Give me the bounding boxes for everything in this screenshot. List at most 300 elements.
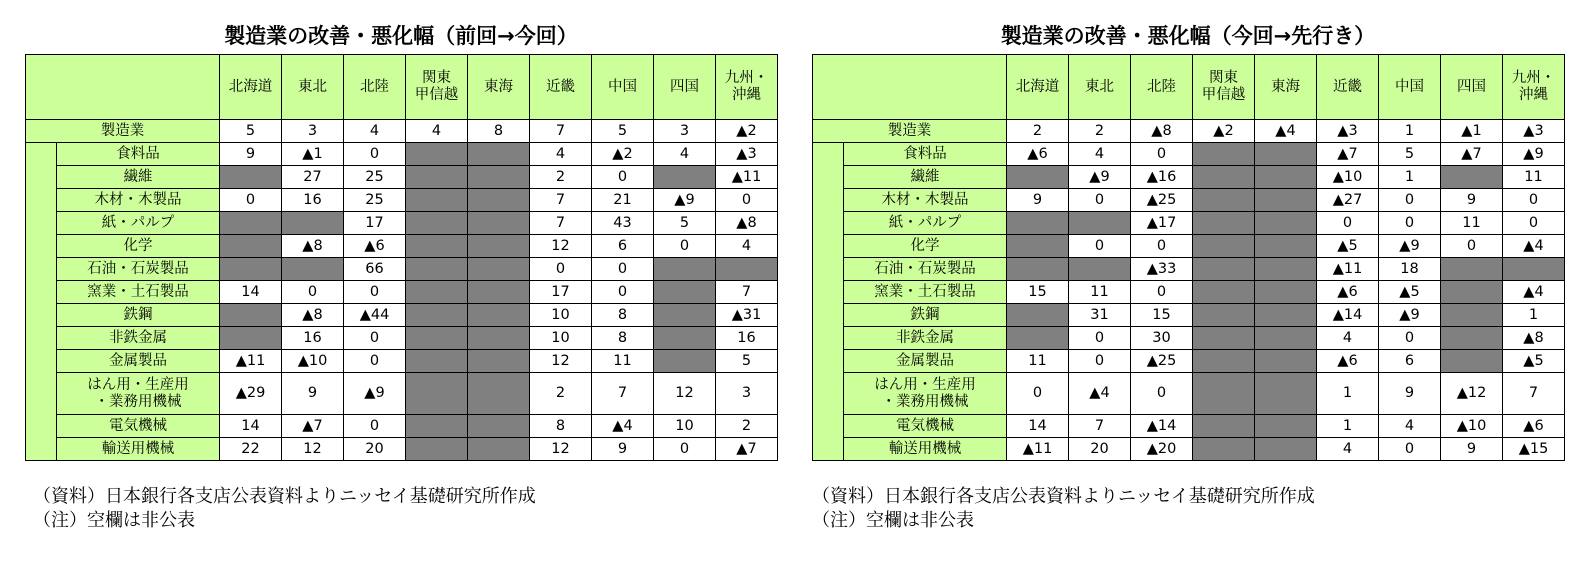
- column-header: 東北: [282, 55, 344, 120]
- undisclosed-cell: [1069, 212, 1131, 235]
- row-label: はん用・生産用 ・業務用機械: [844, 373, 1007, 415]
- value-cell: ▲8: [1503, 327, 1565, 350]
- undisclosed-cell: [1193, 438, 1255, 461]
- undisclosed-cell: [468, 438, 530, 461]
- value-cell: 11: [1503, 166, 1565, 189]
- value-cell: 8: [468, 120, 530, 143]
- value-cell: 0: [1069, 350, 1131, 373]
- undisclosed-cell: [1193, 258, 1255, 281]
- value-cell: ▲3: [1503, 120, 1565, 143]
- table-row: [26, 212, 778, 235]
- notes-left: [33, 485, 536, 533]
- undisclosed-cell: [654, 327, 716, 350]
- header-row: [26, 55, 778, 120]
- data-table: [25, 54, 778, 461]
- value-cell: 16: [282, 327, 344, 350]
- indent-column: [813, 143, 844, 461]
- table-row: [813, 415, 1565, 438]
- undisclosed-cell: [220, 304, 282, 327]
- undisclosed-cell: [220, 166, 282, 189]
- value-cell: ▲11: [716, 166, 778, 189]
- value-cell: 2: [1007, 120, 1069, 143]
- value-cell: 0: [344, 281, 406, 304]
- column-header: 北海道: [1007, 55, 1069, 120]
- value-cell: 4: [530, 143, 592, 166]
- value-cell: 43: [592, 212, 654, 235]
- value-cell: ▲2: [592, 143, 654, 166]
- undisclosed-cell: [1193, 166, 1255, 189]
- value-cell: 18: [1379, 258, 1441, 281]
- value-cell: ▲4: [592, 415, 654, 438]
- value-cell: 0: [654, 438, 716, 461]
- undisclosed-cell: [406, 438, 468, 461]
- value-cell: ▲9: [654, 189, 716, 212]
- column-header: 北陸: [344, 55, 406, 120]
- value-cell: 12: [654, 373, 716, 415]
- row-label: 紙・パルプ: [844, 212, 1007, 235]
- value-cell: 0: [1379, 438, 1441, 461]
- column-header: 四国: [654, 55, 716, 120]
- value-cell: 2: [1069, 120, 1131, 143]
- table-row: [26, 189, 778, 212]
- value-cell: ▲5: [1317, 235, 1379, 258]
- row-label: 非鉄金属: [844, 327, 1007, 350]
- undisclosed-cell: [1007, 258, 1069, 281]
- value-cell: 17: [530, 281, 592, 304]
- value-cell: ▲14: [1131, 415, 1193, 438]
- undisclosed-cell: [1255, 235, 1317, 258]
- undisclosed-cell: [1255, 304, 1317, 327]
- value-cell: 11: [592, 350, 654, 373]
- undisclosed-cell: [1255, 143, 1317, 166]
- notes-right: [812, 485, 1315, 533]
- value-cell: ▲33: [1131, 258, 1193, 281]
- value-cell: ▲14: [1317, 304, 1379, 327]
- undisclosed-cell: [1255, 212, 1317, 235]
- value-cell: ▲5: [1503, 350, 1565, 373]
- value-cell: 0: [344, 327, 406, 350]
- undisclosed-cell: [468, 166, 530, 189]
- table-row: [813, 235, 1565, 258]
- table-row: [813, 327, 1565, 350]
- value-cell: ▲6: [1503, 415, 1565, 438]
- undisclosed-cell: [468, 373, 530, 415]
- value-cell: ▲9: [1503, 143, 1565, 166]
- table-row: [813, 212, 1565, 235]
- value-cell: 9: [1007, 189, 1069, 212]
- undisclosed-cell: [1193, 350, 1255, 373]
- value-cell: 21: [592, 189, 654, 212]
- value-cell: ▲11: [220, 350, 282, 373]
- value-cell: 1: [1317, 373, 1379, 415]
- undisclosed-cell: [468, 189, 530, 212]
- undisclosed-cell: [1255, 415, 1317, 438]
- value-cell: 2: [716, 415, 778, 438]
- value-cell: 5: [220, 120, 282, 143]
- undisclosed-cell: [468, 212, 530, 235]
- value-cell: 6: [592, 235, 654, 258]
- undisclosed-cell: [1193, 212, 1255, 235]
- header-row: [813, 55, 1565, 120]
- table-row: [26, 350, 778, 373]
- undisclosed-cell: [1193, 189, 1255, 212]
- value-cell: 0: [1317, 212, 1379, 235]
- value-cell: 12: [530, 438, 592, 461]
- row-label: はん用・生産用 ・業務用機械: [57, 373, 220, 415]
- value-cell: 0: [1007, 373, 1069, 415]
- undisclosed-cell: [1193, 415, 1255, 438]
- value-cell: ▲9: [344, 373, 406, 415]
- column-header: 近畿: [1317, 55, 1379, 120]
- table-row: [26, 258, 778, 281]
- row-label: 電気機械: [844, 415, 1007, 438]
- value-cell: 0: [1069, 327, 1131, 350]
- undisclosed-cell: [654, 166, 716, 189]
- table-row: [813, 143, 1565, 166]
- value-cell: 0: [1503, 212, 1565, 235]
- undisclosed-cell: [406, 166, 468, 189]
- value-cell: ▲9: [1379, 235, 1441, 258]
- row-label: 繊維: [57, 166, 220, 189]
- row-label: 金属製品: [844, 350, 1007, 373]
- value-cell: ▲8: [716, 212, 778, 235]
- row-label: 窯業・土石製品: [844, 281, 1007, 304]
- value-cell: 1: [1317, 415, 1379, 438]
- table-row: [813, 350, 1565, 373]
- value-cell: 5: [716, 350, 778, 373]
- source-note: （資料）日本銀行各支店公表資料よりニッセイ基礎研究所作成: [33, 486, 536, 507]
- undisclosed-cell: [654, 281, 716, 304]
- value-cell: ▲8: [1131, 120, 1193, 143]
- value-cell: ▲11: [1317, 258, 1379, 281]
- table-row: [813, 189, 1565, 212]
- row-label: 鉄鋼: [844, 304, 1007, 327]
- value-cell: ▲29: [220, 373, 282, 415]
- column-header: 東海: [1255, 55, 1317, 120]
- value-cell: 1: [1503, 304, 1565, 327]
- undisclosed-cell: [282, 212, 344, 235]
- undisclosed-cell: [1069, 258, 1131, 281]
- value-cell: 66: [344, 258, 406, 281]
- header-corner: [813, 55, 1007, 120]
- undisclosed-cell: [1255, 327, 1317, 350]
- undisclosed-cell: [1255, 438, 1317, 461]
- value-cell: 0: [592, 281, 654, 304]
- undisclosed-cell: [1255, 281, 1317, 304]
- value-cell: 0: [344, 350, 406, 373]
- value-cell: 25: [344, 166, 406, 189]
- table-row: [26, 143, 778, 166]
- value-cell: 14: [220, 281, 282, 304]
- column-header: 九州・ 沖縄: [716, 55, 778, 120]
- value-cell: 12: [530, 235, 592, 258]
- undisclosed-cell: [406, 281, 468, 304]
- value-cell: ▲15: [1503, 438, 1565, 461]
- table-row: [26, 120, 778, 143]
- value-cell: ▲2: [716, 120, 778, 143]
- table-row: [813, 258, 1565, 281]
- value-cell: 30: [1131, 327, 1193, 350]
- value-cell: 3: [654, 120, 716, 143]
- undisclosed-cell: [1193, 281, 1255, 304]
- undisclosed-cell: [1255, 258, 1317, 281]
- header-corner: [26, 55, 220, 120]
- value-cell: ▲10: [1441, 415, 1503, 438]
- row-label: 木材・木製品: [844, 189, 1007, 212]
- value-cell: 6: [1379, 350, 1441, 373]
- value-cell: 3: [716, 373, 778, 415]
- undisclosed-cell: [468, 350, 530, 373]
- undisclosed-cell: [1255, 350, 1317, 373]
- value-cell: 7: [592, 373, 654, 415]
- column-header: 九州・ 沖縄: [1503, 55, 1565, 120]
- value-cell: ▲6: [1317, 350, 1379, 373]
- undisclosed-cell: [1441, 258, 1503, 281]
- value-cell: 0: [530, 258, 592, 281]
- table-row: [813, 120, 1565, 143]
- value-cell: ▲7: [1441, 143, 1503, 166]
- value-cell: 7: [1503, 373, 1565, 415]
- row-label: 化学: [57, 235, 220, 258]
- value-cell: ▲3: [1317, 120, 1379, 143]
- undisclosed-cell: [1193, 235, 1255, 258]
- column-header: 中国: [592, 55, 654, 120]
- undisclosed-cell: [406, 235, 468, 258]
- table-row: [26, 415, 778, 438]
- undisclosed-cell: [1441, 350, 1503, 373]
- value-cell: ▲31: [716, 304, 778, 327]
- undisclosed-cell: [1441, 166, 1503, 189]
- value-cell: 12: [530, 350, 592, 373]
- value-cell: 7: [530, 120, 592, 143]
- undisclosed-cell: [654, 304, 716, 327]
- column-header: 北海道: [220, 55, 282, 120]
- value-cell: 4: [406, 120, 468, 143]
- value-cell: 4: [654, 143, 716, 166]
- value-cell: ▲2: [1193, 120, 1255, 143]
- value-cell: 0: [716, 189, 778, 212]
- value-cell: 17: [344, 212, 406, 235]
- undisclosed-cell: [406, 212, 468, 235]
- value-cell: 16: [282, 189, 344, 212]
- value-cell: ▲27: [1317, 189, 1379, 212]
- row-label: 食料品: [844, 143, 1007, 166]
- value-cell: ▲6: [344, 235, 406, 258]
- value-cell: ▲12: [1441, 373, 1503, 415]
- undisclosed-cell: [468, 143, 530, 166]
- column-header: 東北: [1069, 55, 1131, 120]
- undisclosed-cell: [220, 235, 282, 258]
- undisclosed-cell: [1007, 304, 1069, 327]
- row-label: 木材・木製品: [57, 189, 220, 212]
- value-cell: ▲4: [1503, 235, 1565, 258]
- value-cell: 5: [592, 120, 654, 143]
- undisclosed-cell: [1441, 281, 1503, 304]
- value-cell: 0: [1069, 189, 1131, 212]
- value-cell: 0: [654, 235, 716, 258]
- table-row: [26, 373, 778, 415]
- value-cell: 25: [344, 189, 406, 212]
- value-cell: 31: [1069, 304, 1131, 327]
- undisclosed-cell: [406, 258, 468, 281]
- row-label: 電気機械: [57, 415, 220, 438]
- value-cell: 20: [1069, 438, 1131, 461]
- column-header: 中国: [1379, 55, 1441, 120]
- undisclosed-cell: [468, 235, 530, 258]
- value-cell: 9: [592, 438, 654, 461]
- value-cell: 4: [1379, 415, 1441, 438]
- value-cell: 0: [1131, 143, 1193, 166]
- data-table: [812, 54, 1565, 461]
- row-label: 輸送用機械: [57, 438, 220, 461]
- value-cell: ▲8: [282, 304, 344, 327]
- value-cell: ▲10: [1317, 166, 1379, 189]
- value-cell: ▲4: [1069, 373, 1131, 415]
- value-cell: ▲3: [716, 143, 778, 166]
- undisclosed-cell: [1007, 166, 1069, 189]
- undisclosed-cell: [406, 189, 468, 212]
- undisclosed-cell: [1007, 235, 1069, 258]
- value-cell: 20: [344, 438, 406, 461]
- undisclosed-cell: [468, 415, 530, 438]
- value-cell: ▲4: [1503, 281, 1565, 304]
- blank-note: （注）空欄は非公表: [812, 510, 974, 531]
- row-label: 繊維: [844, 166, 1007, 189]
- table-row: [813, 373, 1565, 415]
- value-cell: 10: [530, 327, 592, 350]
- value-cell: 0: [1379, 189, 1441, 212]
- value-cell: 0: [220, 189, 282, 212]
- table-row: [26, 304, 778, 327]
- undisclosed-cell: [1193, 304, 1255, 327]
- value-cell: 0: [1131, 281, 1193, 304]
- value-cell: ▲5: [1379, 281, 1441, 304]
- table-row: [26, 438, 778, 461]
- value-cell: 4: [1317, 327, 1379, 350]
- value-cell: 0: [1131, 235, 1193, 258]
- column-header: 東海: [468, 55, 530, 120]
- row-label: 金属製品: [57, 350, 220, 373]
- undisclosed-cell: [406, 415, 468, 438]
- undisclosed-cell: [406, 373, 468, 415]
- table-row: [26, 327, 778, 350]
- value-cell: 15: [1007, 281, 1069, 304]
- indent-column: [26, 143, 57, 461]
- undisclosed-cell: [716, 258, 778, 281]
- value-cell: ▲9: [1069, 166, 1131, 189]
- value-cell: ▲10: [282, 350, 344, 373]
- value-cell: ▲17: [1131, 212, 1193, 235]
- value-cell: 4: [716, 235, 778, 258]
- value-cell: ▲25: [1131, 350, 1193, 373]
- value-cell: 7: [1069, 415, 1131, 438]
- column-header: 北陸: [1131, 55, 1193, 120]
- row-label: 紙・パルプ: [57, 212, 220, 235]
- table-row: [26, 235, 778, 258]
- value-cell: 11: [1069, 281, 1131, 304]
- value-cell: 0: [1131, 373, 1193, 415]
- undisclosed-cell: [1007, 212, 1069, 235]
- undisclosed-cell: [1255, 373, 1317, 415]
- value-cell: ▲6: [1007, 143, 1069, 166]
- value-cell: 27: [282, 166, 344, 189]
- table-row: [26, 166, 778, 189]
- value-cell: ▲7: [282, 415, 344, 438]
- value-cell: ▲16: [1131, 166, 1193, 189]
- value-cell: ▲9: [1379, 304, 1441, 327]
- table-row: [813, 281, 1565, 304]
- blank-note: （注）空欄は非公表: [33, 510, 195, 531]
- table-title: 製造業の改善・悪化幅（今回→先行き）: [1000, 24, 1376, 48]
- undisclosed-cell: [1193, 373, 1255, 415]
- undisclosed-cell: [654, 258, 716, 281]
- row-label: 輸送用機械: [844, 438, 1007, 461]
- undisclosed-cell: [1193, 327, 1255, 350]
- row-label: 鉄鋼: [57, 304, 220, 327]
- value-cell: 9: [1379, 373, 1441, 415]
- undisclosed-cell: [406, 350, 468, 373]
- source-note: （資料）日本銀行各支店公表資料よりニッセイ基礎研究所作成: [812, 486, 1315, 507]
- undisclosed-cell: [1503, 258, 1565, 281]
- value-cell: 5: [654, 212, 716, 235]
- undisclosed-cell: [220, 258, 282, 281]
- row-label: 食料品: [57, 143, 220, 166]
- undisclosed-cell: [1193, 143, 1255, 166]
- value-cell: 11: [1441, 212, 1503, 235]
- value-cell: 9: [282, 373, 344, 415]
- value-cell: 7: [716, 281, 778, 304]
- undisclosed-cell: [220, 212, 282, 235]
- row-label: 窯業・土石製品: [57, 281, 220, 304]
- value-cell: 15: [1131, 304, 1193, 327]
- value-cell: 8: [530, 415, 592, 438]
- value-cell: 8: [592, 304, 654, 327]
- value-cell: 4: [1317, 438, 1379, 461]
- value-cell: ▲7: [716, 438, 778, 461]
- undisclosed-cell: [1007, 327, 1069, 350]
- value-cell: 0: [1503, 189, 1565, 212]
- value-cell: 0: [1441, 235, 1503, 258]
- value-cell: 14: [1007, 415, 1069, 438]
- value-cell: 0: [344, 415, 406, 438]
- column-header: 四国: [1441, 55, 1503, 120]
- row-label: 石油・石炭製品: [57, 258, 220, 281]
- value-cell: 0: [592, 258, 654, 281]
- value-cell: 0: [592, 166, 654, 189]
- row-label: 化学: [844, 235, 1007, 258]
- undisclosed-cell: [1441, 304, 1503, 327]
- value-cell: 9: [1441, 438, 1503, 461]
- undisclosed-cell: [468, 281, 530, 304]
- value-cell: ▲1: [1441, 120, 1503, 143]
- undisclosed-cell: [406, 327, 468, 350]
- value-cell: ▲7: [1317, 143, 1379, 166]
- value-cell: 9: [1441, 189, 1503, 212]
- value-cell: 0: [1379, 327, 1441, 350]
- table-row: [813, 438, 1565, 461]
- column-header: 関東 甲信越: [1193, 55, 1255, 120]
- undisclosed-cell: [1441, 327, 1503, 350]
- undisclosed-cell: [406, 143, 468, 166]
- undisclosed-cell: [468, 258, 530, 281]
- undisclosed-cell: [1255, 166, 1317, 189]
- value-cell: 8: [592, 327, 654, 350]
- value-cell: 0: [1379, 212, 1441, 235]
- value-cell: 9: [220, 143, 282, 166]
- value-cell: ▲6: [1317, 281, 1379, 304]
- undisclosed-cell: [468, 327, 530, 350]
- table-row: [26, 281, 778, 304]
